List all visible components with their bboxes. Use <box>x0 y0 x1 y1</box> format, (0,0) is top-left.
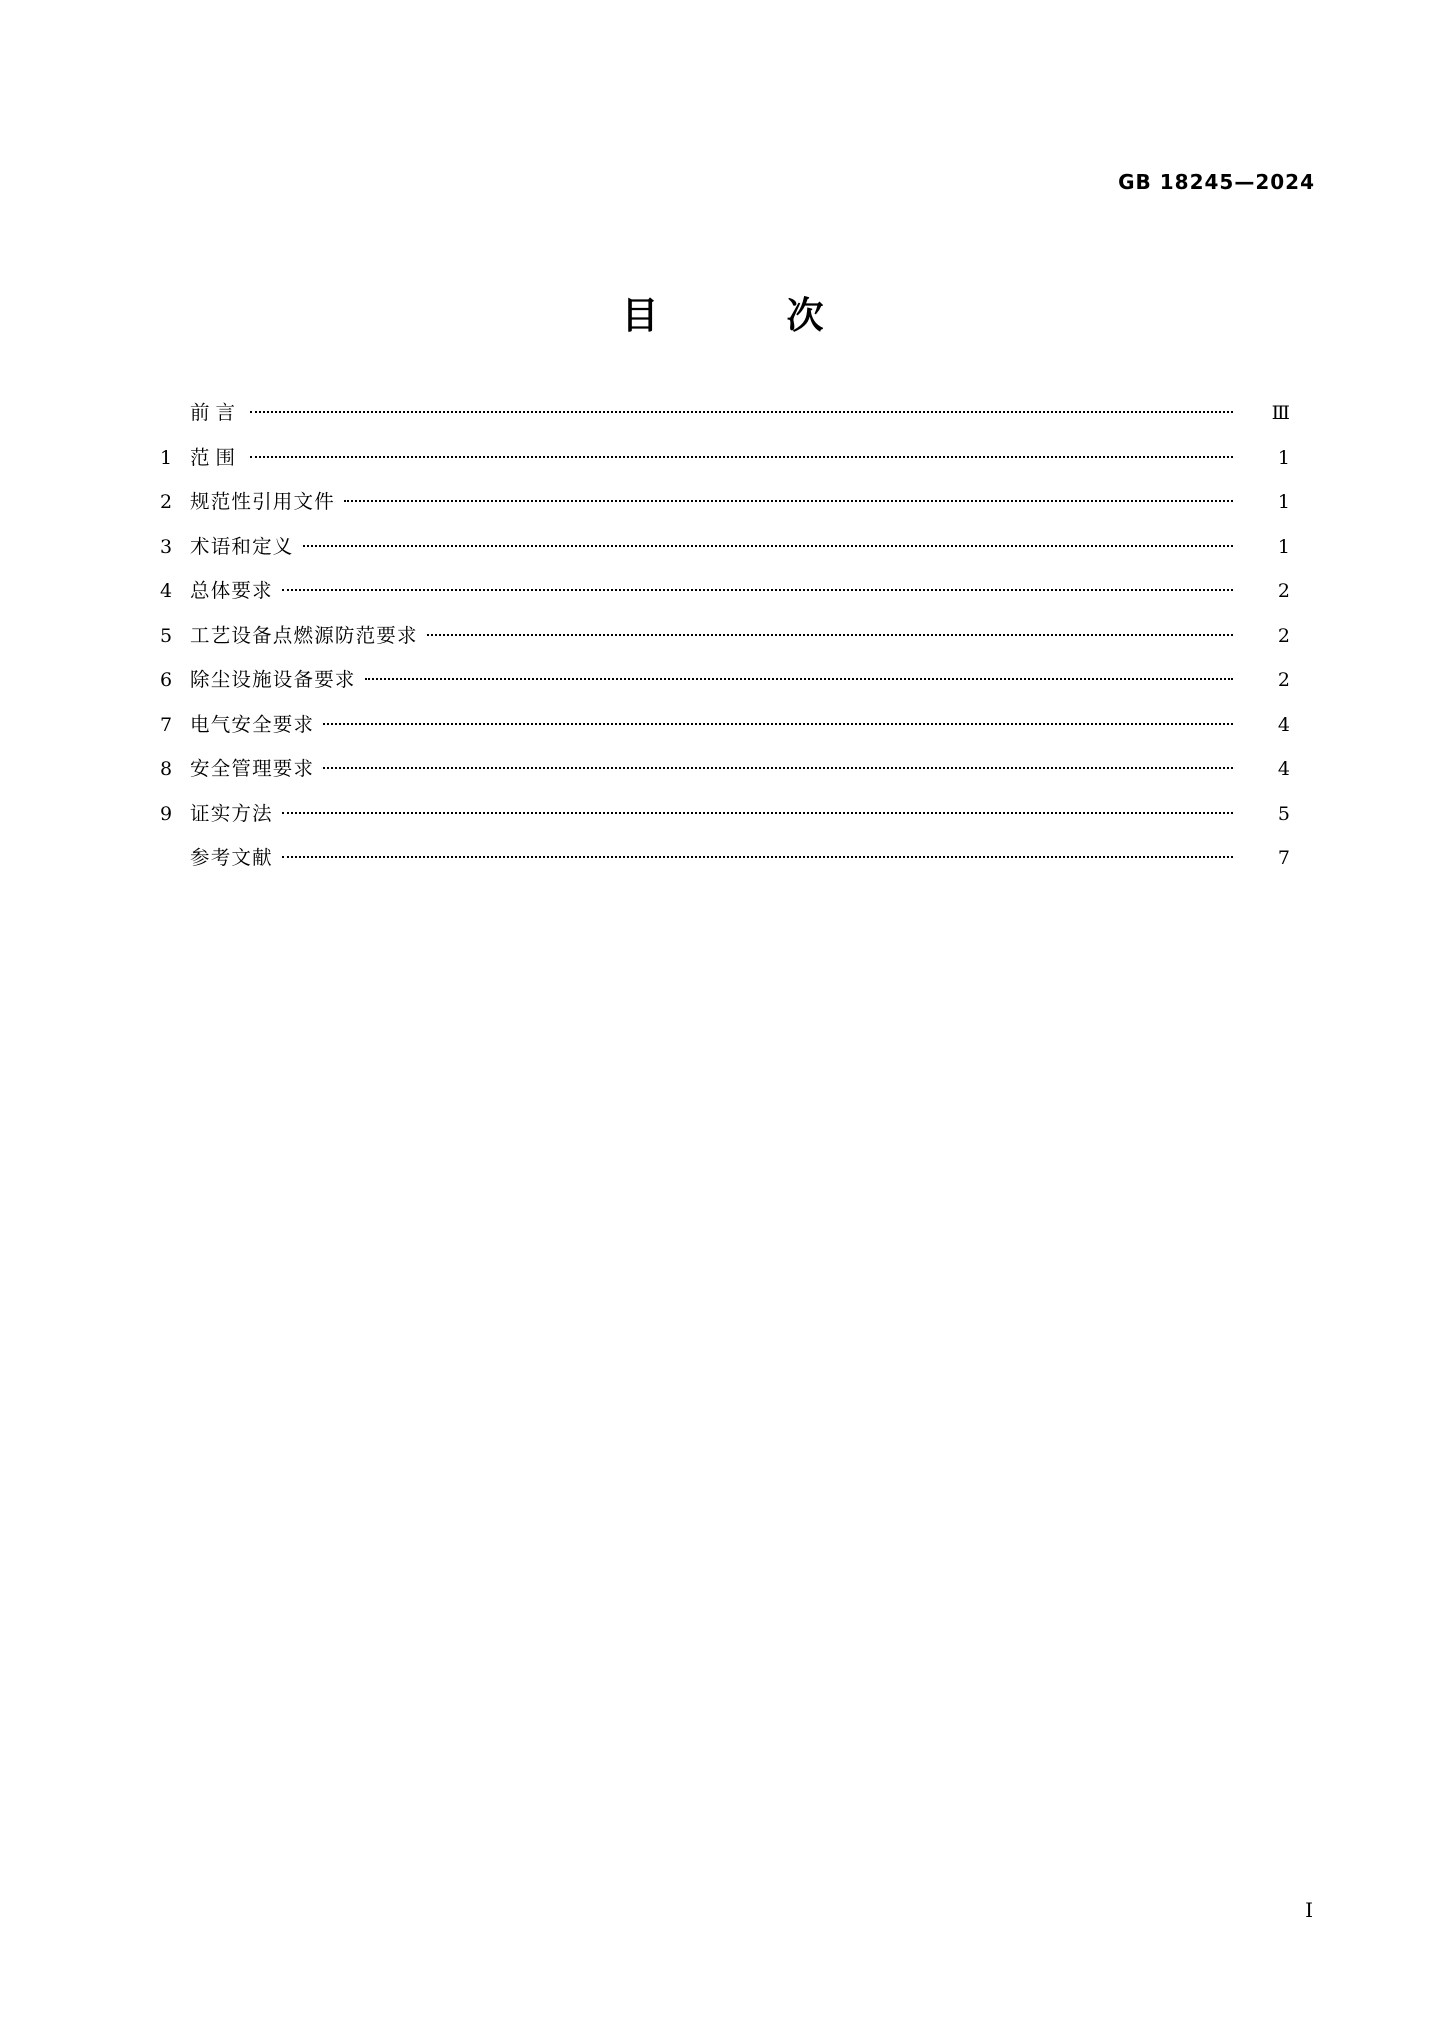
toc-entry-label: 前言 <box>190 401 242 424</box>
toc-entry-number: 9 <box>160 802 173 825</box>
toc-leader-dots <box>344 489 1233 508</box>
toc-entry[interactable] <box>160 534 1290 557</box>
toc-leader-dots <box>427 623 1233 642</box>
toc-entry[interactable] <box>160 712 1290 735</box>
toc-entry-number: 8 <box>160 758 173 780</box>
toc-entry-number: 7 <box>160 713 173 736</box>
toc-leader-dots <box>282 845 1233 864</box>
toc-entry-page: 5 <box>1277 802 1290 825</box>
toc-leader-dots <box>303 534 1233 553</box>
toc-entry-number: 3 <box>160 535 173 558</box>
table-of-contents <box>160 400 1290 890</box>
toc-entry-page: 4 <box>1277 713 1290 736</box>
toc-entry-page: 4 <box>1277 758 1290 780</box>
toc-entry-label: 工艺设备点燃源防范要求 <box>190 623 418 647</box>
page-number-footer: I <box>1305 1898 1313 1922</box>
toc-entry-page: 1 <box>1277 491 1290 513</box>
standard-number-header: GB 18245—2024 <box>1118 170 1315 194</box>
toc-leader-dots <box>250 445 1233 464</box>
toc-entry-number: 5 <box>160 624 173 647</box>
toc-entry[interactable] <box>160 400 1290 423</box>
toc-leader-dots <box>250 400 1233 419</box>
toc-entry-page: 2 <box>1277 669 1290 691</box>
toc-entry[interactable] <box>160 445 1290 468</box>
toc-leader-dots <box>323 712 1233 731</box>
toc-entry-page: 7 <box>1277 847 1290 869</box>
toc-leader-dots <box>323 756 1233 775</box>
toc-entry-page: 2 <box>1277 580 1290 602</box>
toc-leader-dots <box>282 578 1233 597</box>
toc-entry-label: 电气安全要求 <box>190 712 315 736</box>
toc-entry-label: 术语和定义 <box>190 534 294 558</box>
toc-entry-page: 1 <box>1277 446 1290 469</box>
toc-entry-label: 除尘设施设备要求 <box>190 668 356 691</box>
toc-entry[interactable] <box>160 623 1290 646</box>
toc-entry[interactable] <box>160 578 1290 601</box>
toc-entry-label: 范围 <box>190 445 242 469</box>
page-title: 目 次 <box>621 293 842 337</box>
toc-entry-page: Ⅲ <box>1271 402 1290 424</box>
toc-entry[interactable] <box>160 845 1290 868</box>
toc-entry-label: 安全管理要求 <box>190 757 315 780</box>
toc-entry[interactable] <box>160 756 1290 779</box>
toc-entry[interactable] <box>160 801 1290 824</box>
toc-entry[interactable] <box>160 667 1290 690</box>
toc-entry-number: 4 <box>160 580 173 602</box>
toc-entry[interactable] <box>160 489 1290 512</box>
toc-entry-label: 规范性引用文件 <box>190 490 335 513</box>
toc-entry-number: 2 <box>160 491 173 513</box>
toc-leader-dots <box>282 801 1233 820</box>
toc-entry-label: 证实方法 <box>190 801 273 825</box>
toc-entry-label: 参考文献 <box>190 846 273 869</box>
toc-entry-page: 2 <box>1277 624 1290 647</box>
toc-leader-dots <box>365 667 1233 686</box>
toc-entry-number: 6 <box>160 669 173 691</box>
toc-entry-label: 总体要求 <box>190 579 273 602</box>
toc-entry-number: 1 <box>160 446 173 469</box>
toc-entry-page: 1 <box>1277 535 1290 558</box>
